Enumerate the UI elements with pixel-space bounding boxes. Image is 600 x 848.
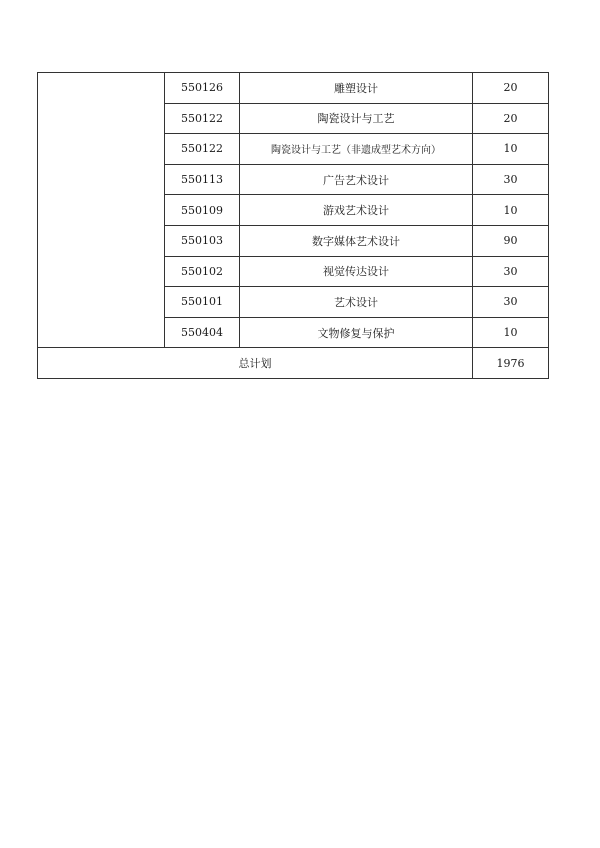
- major-code: 550404: [165, 317, 240, 348]
- enrollment-plan-table: [37, 72, 549, 379]
- major-name: 广告艺术设计: [240, 164, 473, 195]
- major-name: 视觉传达设计: [240, 256, 473, 287]
- quota-count: 10: [473, 317, 549, 348]
- total-value: 1976: [473, 348, 549, 379]
- major-code: 550109: [165, 195, 240, 226]
- major-code: 550122: [165, 134, 240, 165]
- major-name: 文物修复与保护: [240, 317, 473, 348]
- major-name: 陶瓷设计与工艺: [240, 103, 473, 134]
- quota-count: 10: [473, 134, 549, 165]
- total-row: [38, 348, 549, 379]
- quota-count: 20: [473, 103, 549, 134]
- total-label: 总计划: [38, 348, 473, 379]
- major-code: 550113: [165, 164, 240, 195]
- major-name: 陶瓷设计与工艺（非遗成型艺术方向）: [240, 134, 473, 165]
- major-name: 游戏艺术设计: [240, 195, 473, 226]
- quota-count: 90: [473, 225, 549, 256]
- major-name: 雕塑设计: [240, 73, 473, 104]
- quota-count: 20: [473, 73, 549, 104]
- major-code: 550126: [165, 73, 240, 104]
- major-name: 数字媒体艺术设计: [240, 225, 473, 256]
- quota-count: 10: [473, 195, 549, 226]
- major-name: 艺术设计: [240, 287, 473, 318]
- quota-count: 30: [473, 287, 549, 318]
- major-code: 550122: [165, 103, 240, 134]
- quota-count: 30: [473, 164, 549, 195]
- major-code: 550102: [165, 256, 240, 287]
- merged-category-cell: [38, 73, 165, 348]
- major-code: 550101: [165, 287, 240, 318]
- major-code: 550103: [165, 225, 240, 256]
- table-row: [38, 73, 549, 104]
- quota-count: 30: [473, 256, 549, 287]
